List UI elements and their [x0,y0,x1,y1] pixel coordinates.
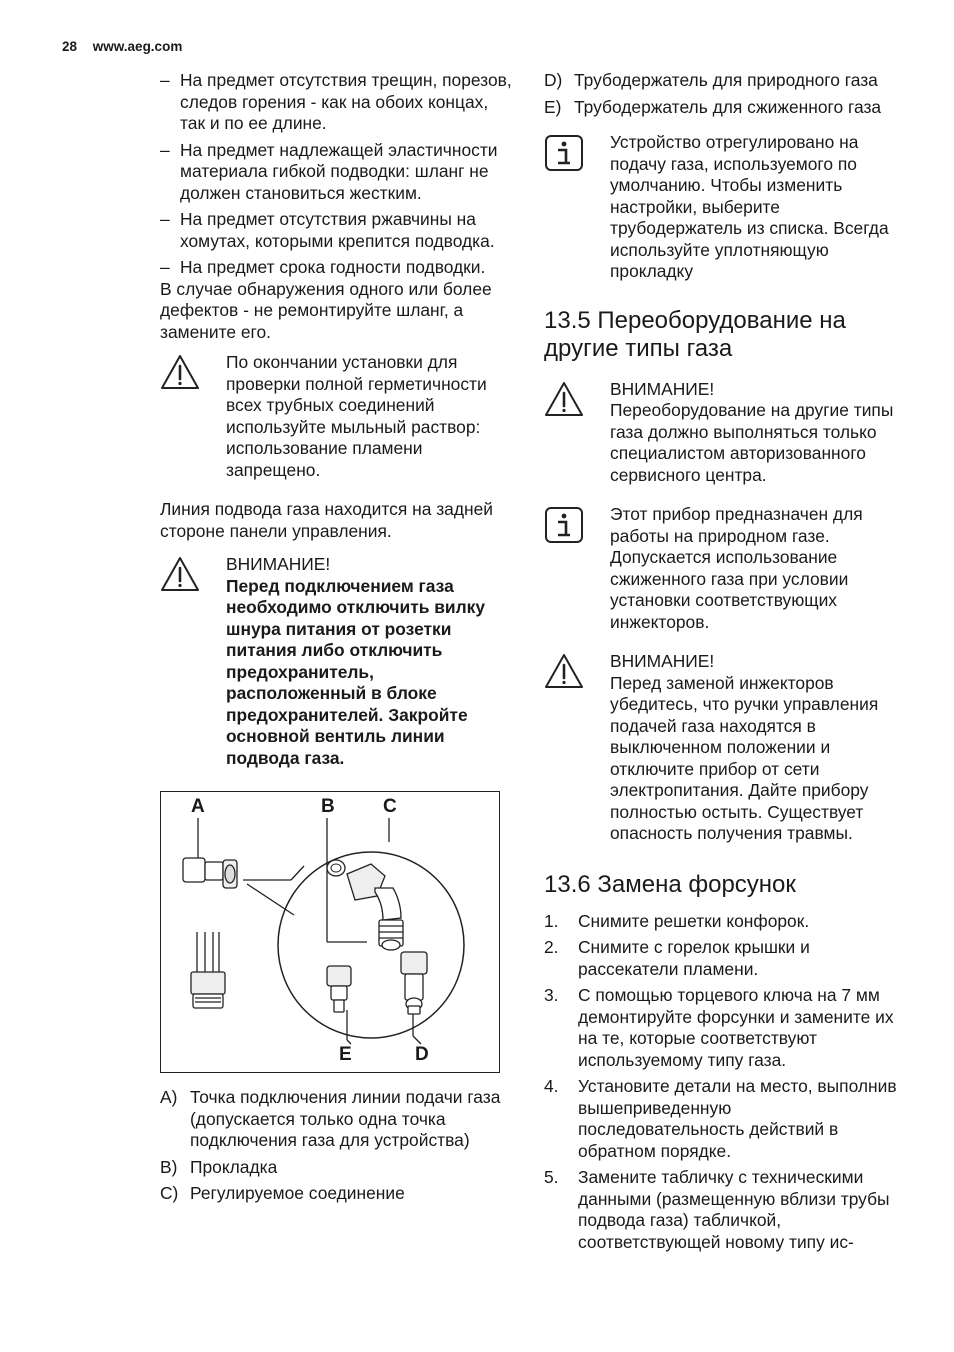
info-text: Этот прибор предназначен для работы на природном газе. Допускается использование сжиженного газа при условии установки соответствующих инжекторов. [610,504,863,632]
dash-marker: – [160,70,170,90]
defect-paragraph: В случае обнаружения одного или более дефектов - не ремонтируйте шланг, а замените его. [160,278,492,342]
steps-list [544,911,900,1254]
figure-label-b: B [321,796,335,817]
dash-marker: – [160,139,170,160]
warning-title: ВНИМАНИЕ! [610,651,715,671]
list-item: 2. Снимите с горелок крышки и рассекатели пламени. [544,937,810,979]
warning-note-disconnect [160,554,512,769]
dash-marker: – [160,209,170,229]
figure-legend-left [160,1087,512,1205]
list-item: 1. Снимите решетки конфорок. [544,910,810,931]
list-item: – На предмет отсутствия ржавчины на хомутах, которыми крепится подводка. [160,209,495,251]
warning-note-injectors [544,651,900,845]
warning-note-soap [160,352,512,481]
figure-label-d: D [415,1044,429,1065]
warning-text: Перед заменой инжекторов убедитесь, что ручки управления подачей газа находятся в выключенном положении и отключите прибор от сети электропитания. Дайте прибору полностью остыть. Существует опасность получения травмы. [610,672,879,843]
figure-label-a: A [191,796,205,817]
figure-legend-right [544,70,900,118]
info-note-default-gas [544,132,900,283]
info-text: Устройство отрегулировано на подачу газа, используемого по умолчанию. Чтобы изменить настройки, выберите трубодержатель из списка. Всегда используйте уплотняющую прокладку [610,132,889,281]
right-column [544,70,900,1258]
warning-text: По окончании установки для проверки полной герметичности всех трубных соединений используйте мыльный раствор: использование пламени запрещено. [226,352,487,480]
legend-item: C) Регулируемое соединение [160,1183,405,1203]
list-item: 4. Установите детали на место, выполнив вышеприведенную последовательность действий в обратном порядке. [544,1076,897,1161]
connection-diagram [160,791,500,1073]
list-item: 3. С помощью торцевого ключа на 7 мм демонтируйте форсунки и замените их на те, которые соответствуют используемому типу газа. [544,985,894,1070]
section-heading-13-5: 13.5 Переоборудование на другие типы газа [544,306,846,362]
list-item: 5. Замените табличку с техническими данными (размещенную вблизи трубы подвода газа) табличкой, соответствующей новому типу ис- [544,1167,890,1252]
warning-note-conversion [544,379,900,487]
left-column [160,70,512,1210]
legend-item: A) Точка подключения линии подачи газа (допускается только одна точка подключения газа для устройства) [160,1087,501,1150]
list-item: – На предмет надлежащей эластичности материала гибкой подводки: шланг не должен становиться жестким. [160,139,498,203]
legend-item: B) Прокладка [160,1156,278,1177]
warning-text: Переоборудование на другие типы газа должно выполняться только специалистом авторизованного сервисного центра. [610,400,894,485]
warning-triangle-icon [160,354,200,396]
legend-item: E) Трубодержатель для сжиженного газа [544,96,882,117]
section-heading-13-6: 13.6 Замена форсунок [544,870,796,898]
site-url: www.aeg.com [92,39,183,54]
legend-item: D) Трубодержатель для природного газа [544,70,878,90]
page-number: 28 [62,39,78,54]
info-note-natural-gas [544,504,900,633]
figure-label-c: C [383,796,397,817]
list-item: – На предмет срока годности подводки. [160,257,486,277]
warning-triangle-icon [544,381,584,423]
warning-text: Перед подключением газа необходимо отключить вилку шнура питания от розетки питания либо отключить предохранитель, расположенный в блоке предохранителей. Закройте основной вентиль линии подвода газа. [226,575,486,768]
page-header [62,36,182,58]
info-icon [544,506,584,550]
list-item: – На предмет отсутствия трещин, порезов, следов горения - как на обоих концах, так и по ее длине. [160,70,512,133]
warning-title: ВНИМАНИЕ! [226,554,331,574]
figure-label-e: E [339,1044,352,1065]
check-list [160,70,512,279]
warning-triangle-icon [160,556,200,598]
warning-title: ВНИМАНИЕ! [610,378,715,399]
info-icon [544,134,584,178]
warning-triangle-icon [544,653,584,695]
fittings-drawing [161,792,498,1071]
dash-marker: – [160,257,170,277]
gas-line-paragraph: Линия подвода газа находится на задней стороне панели управления. [160,499,493,541]
